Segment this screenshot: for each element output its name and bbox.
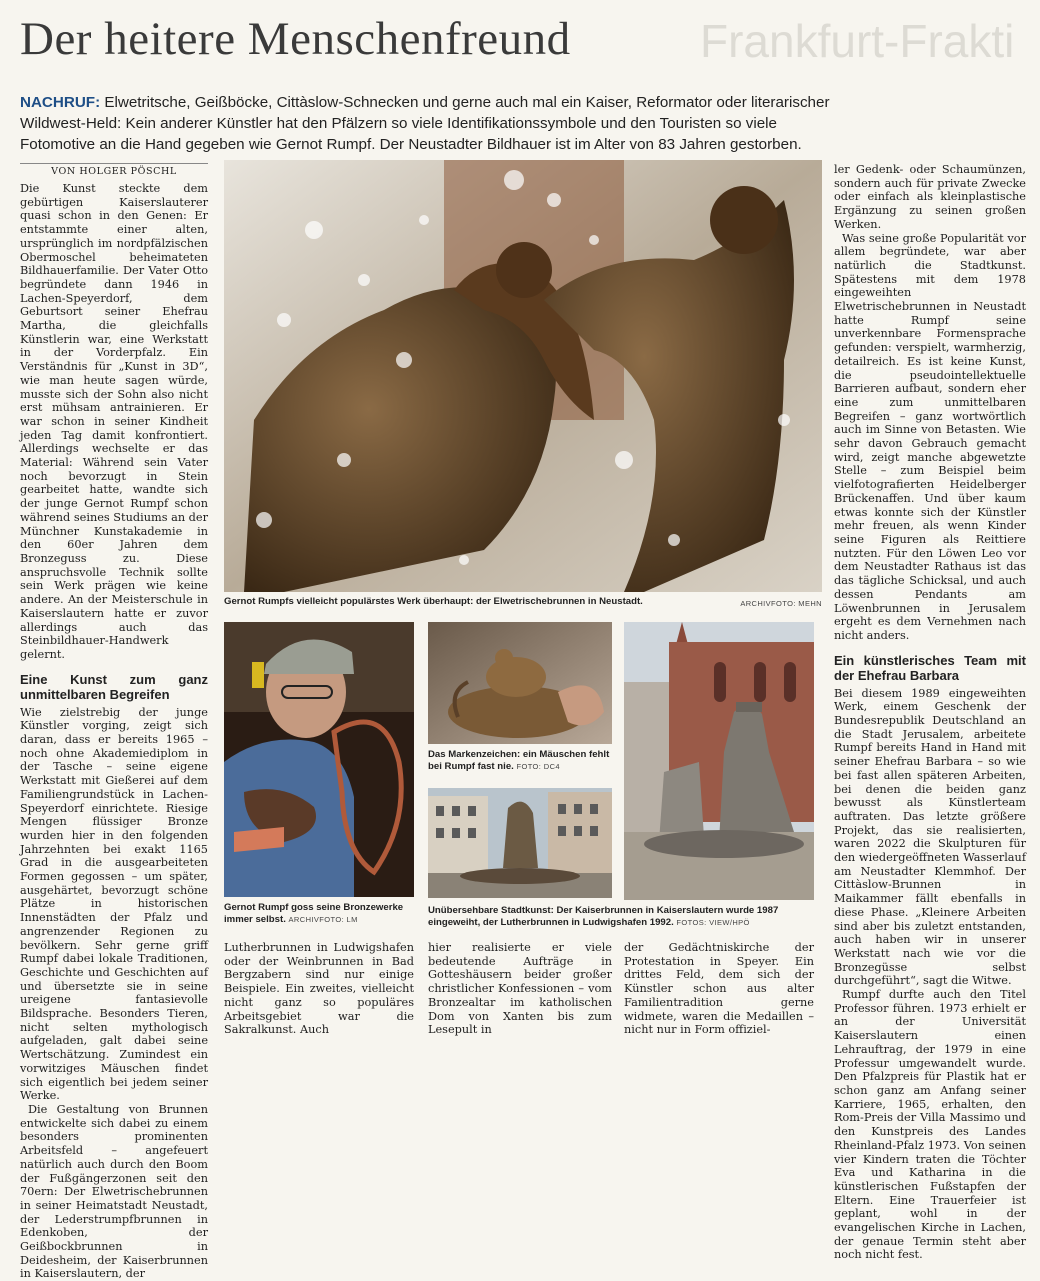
col5-paragraph-1: ler Gedenk- oder Schaumünzen, sondern auch für private Zwecke oder einfach als kleinplastische Ergänzung zu seinen großen Werken. — [834, 163, 1026, 231]
col2-paragraph: Lutherbrunnen in Ludwigshafen oder der Weinbrunnen in Bad Bergzabern sind nur einige Beispiele. Ein zweites, vielleicht nicht ganz so populäres Arbeitsgebiet war die Sakralkunst. Auch — [224, 941, 414, 1037]
col3-paragraph: hier realisierte er viele bedeutende Aufträge in Gotteshäusern beider großer christlicher Konfessionen – vom Bronzealtar im katholischen Dom von Xanten bis zum Lesepult in — [428, 941, 612, 1037]
deck — [20, 92, 850, 155]
col1-paragraph-2: Wie zielstrebig der junge Künstler vorging, zeigt sich daran, dass er bereits 1965 – noch ohne Akademiediplom in der Tasche – seine eigene Werkstatt mit Gießerei auf dem Familiengrundstück in Lachen-Speyerdorf einrichtete. Riesige Mengen flüssiger Bronze wurden hier in den folgenden Jahrzehnten bei exakt 1165 Grad in die ausgearbeiteten Formen gegossen – um später, ausgehärtet, bevorzugt schöne Plätze in historischen Innenstädten der Pfalz und angrenzender Regionen zu bevölkern. Sehr gerne griff Rumpf dabei lokale Traditionen, Geschichte und Geschichten auf und übersetzte sie in seine ureigene fantasievolle Bildsprache. Besonders Tieren, nicht selten mythologisch aufgeladen, galt dabei seine Wertschätzung. Zumindest ein vorwitziges Mäuschen findet sich eigentlich bei jedem seiner Werke. — [20, 705, 208, 1103]
col5-paragraph-4: Rumpf durfte auch den Titel Professor führen. 1973 erhielt er an der Universität Kaiserslautern einen Lehrauftrag, der 1979 in eine Professur umgewandelt wurde. Den Pfalzpreis für Plastik hat er schon ganz am Anfang seiner Karriere, 1965, erhalten, den Rom-Preis der Villa Massimo und den Kunstpreis des Landes Rheinland-Pfalz 1973. Von seinen vier Kindern traten die Töchter Eva und Katharina in die künstlerischen Fußstapfen der Eltern. Eine Trauerfeier ist geplant, wohl in der evangelischen Kirche in Lachen, der genaue Termin steht aber noch nicht fest. — [834, 988, 1026, 1262]
subhead-1: Eine Kunst zum ganz unmittelbaren Begreifen — [20, 671, 208, 702]
column-4-bottom — [624, 941, 814, 1037]
caption-main-text: Gernot Rumpfs vielleicht populärstes Werk überhaupt: der Elwetrischebrunnen in Neustadt. — [224, 596, 643, 607]
headline: Der heitere Menschenfreund — [20, 13, 571, 65]
photo-kaiserbrunnen — [428, 788, 612, 898]
col1-paragraph-3: Die Gestaltung von Brunnen entwickelte sich dabei zu einem besonders prominenten Arbeitsfeld – angefeuert natürlich auch durch den Boom der Fußgängerzonen seit den 70ern: Der Elwetrischebrunnen in seiner Heimatstadt Neustadt, der Lederstrumpfbrunnen in Edenkoben, der Geißbockbrunnen in Deidesheim, der Kaiserbrunnen in Kaiserslautern, der — [20, 1103, 208, 1281]
caption-sculptor-credit: ARCHIVFOTO: LM — [288, 915, 358, 924]
subhead-2: Ein künstlerisches Team mit der Ehefrau Barbara — [834, 652, 1026, 683]
caption-mouse-credit: FOTO: DC4 — [516, 762, 560, 771]
caption-sculptor — [224, 902, 414, 926]
photo-mouse — [428, 622, 612, 744]
caption-main — [224, 596, 822, 610]
caption-mouse-text: Das Markenzeichen: ein Mäuschen fehlt bei Rumpf fast nie. — [428, 749, 610, 772]
column-3-bottom — [428, 941, 612, 1037]
caption-main-credit: ARCHIVFOTO: MEHN — [740, 599, 822, 608]
col1-paragraph-1: Die Kunst steckte dem gebürtigen Kaiserslauterer quasi schon in den Genen: Er entstammte einer alten, ursprünglich im nordpfälzischen Obermoschel beheimateten Bildhauerfamilie. Der Vater Otto begründete dann 1946 in Lachen-Speyerdorf, dem Geburtsort seiner Ehefrau Martha, die gleichfalls Künstlerin war, eine Werkstatt in der Vorderpfalz. Ein Verständnis für „Kunst in 3D“, wie man heute sagen würde, musste sich der Sohn also nicht erst mühsam antrainieren. Er war schon in seiner Kindheit jeden Tag damit konfrontiert. Allerdings wechselte er das Material: Während sein Vater noch bevorzugt in Stein gearbeitet hatte, wandte sich der junge Gernot Rumpf schon während seines Studiums an der Münchner Kunstakademie in den 60er Jahren dem Bronzeguss zu. Diese anspruchsvolle Technik sollte sein Werk prägen wie keine andere. An der Meisterschule in Kaiserslautern hatte er zuvor allerdings auch das Steinbildhauer-Handwerk gelernt. — [20, 182, 209, 661]
photo-sculptor — [224, 622, 414, 897]
column-2-bottom — [224, 941, 414, 1037]
kicker: NACHRUF: — [20, 94, 101, 111]
column-1 — [20, 182, 208, 1281]
deck-text: Elwetritsche, Geißböcke, Cittàslow-Schnecken und gerne auch mal ein Kaiser, Reformator oder literarischer Wildwest-Held: Kein anderer Künstler hat den Pfälzern so viele Identifikationssymbole und den Touristen so viele Fotomotive an die Hand gegeben wie Gernot Rumpf. Der Neustadter Bildhauer ist im Alter von 83 Jahren gestorben. — [20, 94, 830, 153]
caption-city-text: Unübersehbare Stadtkunst: Der Kaiserbrunnen in Kaiserslautern wurde 1987 eingeweiht, der Lutherbrunnen in Ludwigshafen 1992. — [428, 905, 779, 928]
column-5 — [834, 163, 1026, 1262]
col5-paragraph-3: Bei diesem 1989 eingeweihten Werk, einem Geschenk der Bundesrepublik Deutschland an die Stadt Jerusalem, arbeitete Rumpf bereits Hand in Hand mit seiner Ehefrau Barbara – so wie bei fast allen späteren Arbeiten, bei denen die beiden ganz bewusst als Künstlerteam auftraten. Das letzte größere Projekt, das sie realisierten, waren 2022 die Skulpturen für den wiedergeöffneten Wasserlauf am Neustadter Klemmhof. Der Cittàslow-Brunnen in Maikammer fällt ebenfalls in diese Phase. „Kleinere Arbeiten sind aber bis zuletzt entstanden, auch haben wir in unserer Werkstatt nach wie vor die Bronzegüsse selbst durchgeführt“, sagt die Witwe. — [834, 686, 1026, 988]
byline: VON HOLGER PÖSCHL — [20, 163, 208, 177]
caption-mouse — [428, 749, 612, 773]
caption-city — [428, 905, 818, 929]
main-photo-fountain — [224, 160, 822, 592]
photo-lutherbrunnen — [624, 622, 814, 900]
caption-sculptor-text: Gernot Rumpf goss seine Bronzewerke immer selbst. — [224, 902, 404, 925]
caption-city-credit: FOTOS: VIEW/HPÖ — [676, 918, 750, 927]
bleed-through-headline: Frankfurt-Frakti — [700, 15, 1015, 67]
col4-paragraph: der Gedächtniskirche der Protestation in Speyer. Ein drittes Feld, dem sich der Künstler schon aus alter Familientradition gerne widmete, waren die Medaillen – nicht nur in Form offiziel- — [624, 941, 814, 1037]
col5-paragraph-2: Was seine große Popularität vor allem begründete, war aber natürlich die Stadtkunst. Spätestens mit dem 1978 eingeweihten Elwetrischebrunnen in Neustadt hatte Rumpf seine unverkennbare Formensprache gefunden: verspielt, warmherzig, detailreich. Es ist keine Kunst, die pseudointellektuelle Barrieren aufbaut, sondern eher eine zum unmittelbaren Begreifen – ganz wortwörtlich auch im Sinne von Betasten. Wie sehr davon Gebrauch gemacht wird, zeigt manche abgewetzte Stelle – zum Beispiel beim vielfotografierten Heidelberger Brückenaffen. Und über kaum etwas konnte sich der Künstler mehr freuen, als wenn Kinder seine Figuren als Reittiere nutzten. Für den Löwen Leo vor dem Neustadter Rathaus ist das das tägliche Schicksal, und auch dessen Pendants am Löwenbrunnen in Jerusalem ergeht es dem Vernehmen nach nicht anders. — [834, 231, 1026, 642]
